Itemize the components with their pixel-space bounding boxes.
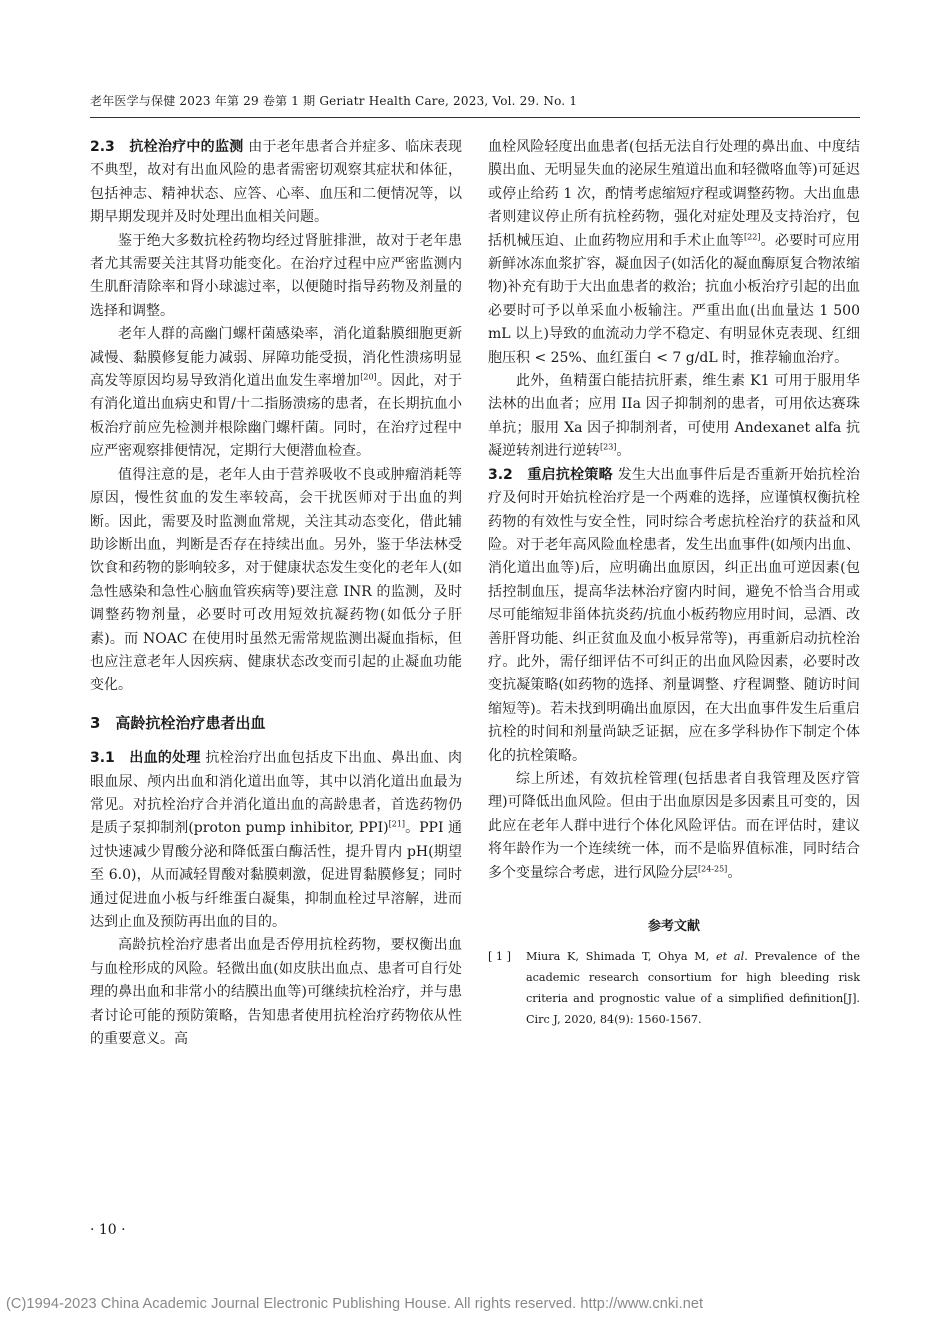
paragraph-text: 。PPI 通过快速减少胃酸分泌和降低蛋白酶活性，提升胃内 pH(期望至 6.0)，从而减轻胃酸对黏膜刺激，促进胃黏膜修复；同时通过促进血小板与纤维蛋白凝集，抑制血栓过早溶解，进而达到止血及预防再出血的目的。 bbox=[90, 820, 462, 930]
left-column bbox=[90, 136, 462, 1051]
references-title: 参考文献 bbox=[647, 919, 700, 934]
section-3-2-paragraph-1 bbox=[488, 464, 860, 768]
paragraph-text: 发生大出血事件后是否重新开始抗栓治疗及何时开始抗栓治疗是一个两难的选择，应谨慎权衡抗栓药物的有效性与安全性，同时综合考虑抗栓治疗的获益和风险。对于老年高风险血栓患者，发生出血事件(如颅内出血、消化道出血等)后，应明确出血原因，纠正出血可逆因素(包括控制血压，提高华法林治疗窗内时间，避免不恰当合用或尽可能缩短非甾体抗炎药/抗血小板药物应用时间，忌酒、改善肝肾功能、纠正贫血及血小板异常等)，再重新启动抗栓治疗。此外，需仔细评估不可纠正的出血风险因素，必要时改变抗凝策略(如药物的选择、剂量调整、疗程调整、随访时间缩短等)。若未找到明确出血原因，在大出血事件发生后重启抗栓的时间和剂量尚缺乏证据，应在多学科协作下制定个体化的抗栓策略。 bbox=[488, 466, 861, 764]
header-divider bbox=[90, 117, 860, 118]
running-header: 老年医学与保健 2023 年第 29 卷第 1 期 Geriatr Health Care, 2023, Vol. 29. No. 1 bbox=[90, 94, 578, 108]
reference-number: [ 1 ] bbox=[488, 950, 511, 964]
paragraph-text: 。 bbox=[727, 864, 742, 881]
paragraph-text: 老年人群的高幽门螺杆菌感染率，消化道黏膜细胞更新减慢、黏膜修复能力减弱、屏障功能受损，消化性溃疡明显高发等原因均易导致消化道出血发生率增加 bbox=[90, 326, 462, 390]
paragraph-text: 。必要时可应用新鲜冰冻血浆扩容，凝血因子(如活化的凝血酶原复合物浓缩物)补充有助于大出血患者的救治；抗血小板治疗引起的出血必要时可予以单采血小板输注。严重出血(出血量达 1 500 mL 以上)导致的血流动力学不稳定、有明显休克表现、红细胞压积 < 25%、血红蛋白 < 7 g/dL 时，推荐输血治疗。 bbox=[488, 232, 860, 366]
right-column bbox=[488, 136, 860, 1030]
continued-paragraph bbox=[488, 136, 860, 370]
section-3-heading: 3 高龄抗栓治疗患者出血 bbox=[90, 713, 266, 732]
section-3-2-heading: 3.2 重启抗栓策略 bbox=[488, 466, 613, 483]
citation-21[interactable]: [21] bbox=[388, 819, 406, 829]
section-2-3-heading: 2.3 抗栓治疗中的监测 bbox=[90, 139, 244, 155]
section-2-3-text-1: 由于老年患者合并症多、临床表现不典型，故对有出血风险的患者需密切观察其症状和体征，包括神志、精神状态、应答、心率、血压和二便情况等，以期早期发现并及时处理出血相关问题。 bbox=[90, 139, 463, 226]
section-2-3-paragraph-2: 鉴于绝大多数抗栓药物均经过肾脏排泄，故对于老年患者尤其需要关注其肾功能变化。在治疗过程中应严密监测内生肌酐清除率和肾小球滤过率，以便随时指导药物及剂量的选择和调整。 bbox=[90, 232, 462, 319]
paragraph-text: 。因此，对于有消化道出血病史和胃/十二指肠溃疡的患者，在长期抗血小板治疗前应先检测并根除幽门螺杆菌。同时，在治疗过程中应严密观察排便情况，定期行大便潜血检查。 bbox=[90, 373, 463, 460]
copyright-footer: (C)1994-2023 China Academic Journal Electronic Publishing House. All rights reserved. http://www.cnki.net bbox=[6, 1296, 704, 1312]
paragraph-text: 此外，鱼精蛋白能拮抗肝素，维生素 K1 可用于服用华法林的出血者；应用 IIa 因子抑制剂的患者，可用依达赛珠单抗；服用 Xa 因子抑制剂者，可使用 Andexanet alfa 抗凝逆转剂进行逆转 bbox=[488, 373, 860, 460]
citation-22[interactable]: [22] bbox=[744, 231, 761, 241]
antidote-paragraph bbox=[488, 370, 860, 464]
summary-paragraph bbox=[488, 768, 860, 885]
page-number: · 10 · bbox=[90, 1222, 126, 1238]
citation-24-25[interactable]: [24-25] bbox=[698, 863, 728, 873]
section-3-1-paragraph-2: 高龄抗栓治疗患者出血是否停用抗栓药物，要权衡出血与血栓形成的风险。轻微出血(如皮肤出血点、患者可自行处理的鼻出血和非常小的结膜出血等)可继续抗栓治疗，并与患者讨论可能的预防策略，告知患者使用抗栓治疗药物依从性的重要意义。高 bbox=[90, 937, 462, 1048]
paragraph-text: 综上所述，有效抗栓管理(包括患者自我管理及医疗管理)可降低出血风险。但由于出血原因是多因素且可变的，因此应在老年人群中进行个体化风险评估。而在评估时，建议将年龄作为一个连续统一体，而不是临界值标准，同时结合多个变量综合考虑，进行风险分层 bbox=[488, 770, 860, 881]
section-2-3-paragraph-4: 值得注意的是，老年人由于营养吸收不良或肿瘤消耗等原因，慢性贫血的发生率较高，会干扰医师对于出血的判断。因此，需要及时监测血常规，关注其动态变化，借此辅助诊断出血，判断是否存在持续出血。另外，鉴于华法林受饮食和药物的影响较多，对于健康状态发生变化的老年人(如急性感染和急性心脑血管疾病等)要注意 INR 的监测，及时调整药物剂量，必要时可改用短效抗凝药物(如低分子肝素)。而 NOAC 在使用时虽然无需常规监测出凝血指标，但也应注意老年人因疾病、健康状态改变而引起的止凝血功能变化。 bbox=[90, 466, 462, 694]
reference-authors: Miura K, Shimada T, Ohya M, bbox=[526, 950, 717, 964]
reference-details: . Prevalence of the academic research consortium for high bleeding risk criteria and prognostic value of a simplified definition[J]. Circ J, 2020, 84(9): 1560-1567. bbox=[526, 950, 861, 1027]
paragraph-text: 。 bbox=[616, 443, 631, 460]
reference-item bbox=[488, 946, 860, 1030]
reference-et-al: et al bbox=[716, 950, 745, 964]
paragraph-text: 抗栓治疗出血包括皮下出血、鼻出血、肉眼血尿、颅内出血和消化道出血等，其中以消化道出血最为常见。对抗栓治疗合并消化道出血的高龄患者，首选药物仍是质子泵抑制剂(proton pump inhibitor, PPI) bbox=[90, 750, 463, 837]
citation-23[interactable]: [23] bbox=[600, 442, 617, 452]
section-2-3-paragraph-3 bbox=[90, 323, 462, 463]
reference-text bbox=[526, 946, 860, 1030]
section-3-1-heading: 3.1 出血的处理 bbox=[90, 750, 201, 767]
section-2-3-paragraph-1 bbox=[90, 136, 462, 230]
paragraph-text: 血栓风险轻度出血患者(包括无法自行处理的鼻出血、中度结膜出血、无明显失血的泌尿生殖道出血和轻微咯血等)可延迟或停止给药 1 次，酌情考虑缩短疗程或调整药物。大出血患者则建议停止所有抗栓药物，强化对症处理及支持治疗，包括机械压迫、止血药物应用和手术止血等 bbox=[488, 139, 860, 249]
citation-20[interactable]: [20] bbox=[360, 372, 377, 382]
section-3-1-paragraph-1 bbox=[90, 747, 462, 934]
